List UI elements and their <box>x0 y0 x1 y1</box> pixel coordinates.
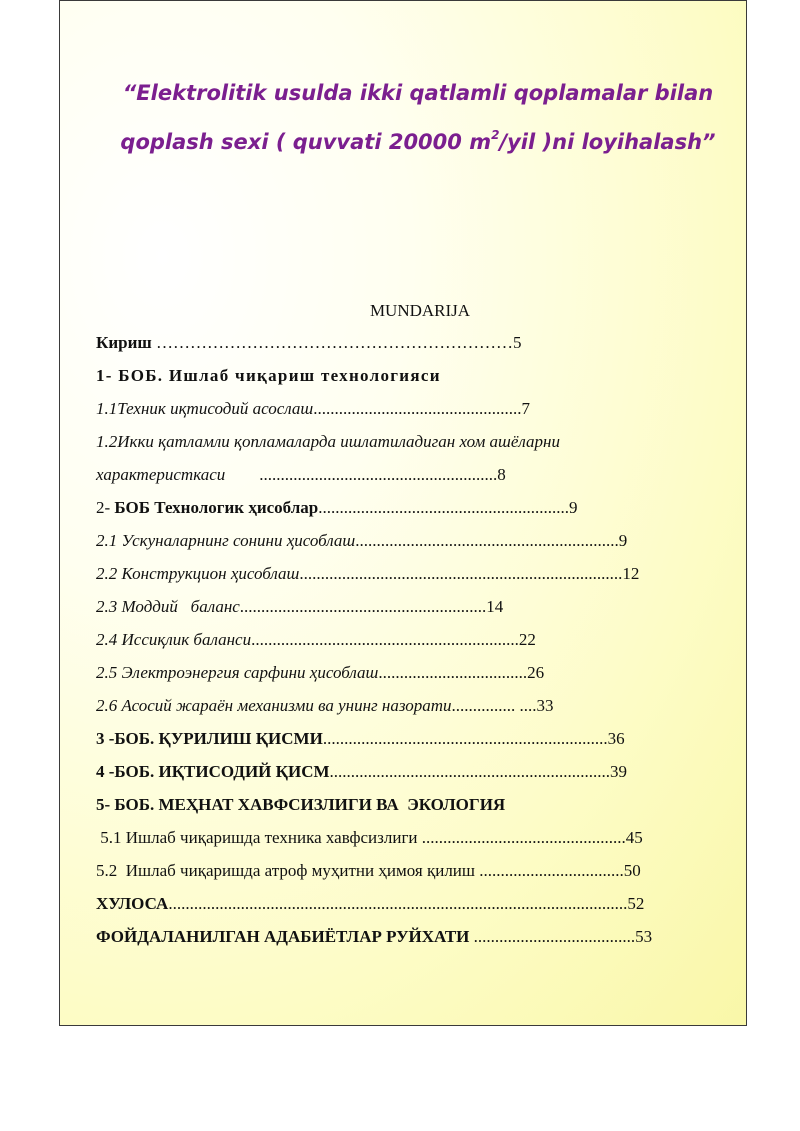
document-title-line-1 <box>74 81 762 105</box>
toc-entry-leader: ...........................................................9 <box>318 498 578 517</box>
toc-entry-title: ХУЛОСА <box>96 894 169 913</box>
toc-entry-leader: ...................................26 <box>378 663 545 682</box>
toc-entry-leader: ...............................................................22 <box>251 630 536 649</box>
toc-entry-prefix: 2- <box>96 498 115 517</box>
toc-entry-leader: ..................................................................39 <box>329 762 628 781</box>
toc-entry-title: 4 -БОБ. ИҚТИСОДИЙ ҚИСМ <box>96 762 330 781</box>
toc-row-5-2 <box>96 861 641 881</box>
toc-entry-leader: .................................................7 <box>313 399 530 418</box>
toc-row-introduction <box>96 333 521 353</box>
title-superscript: 2 <box>491 128 500 142</box>
title-line-2-post: /yil )ni loyihalash” <box>499 130 716 154</box>
toc-entry-title: 2.5 Электроэнергия сарфини ҳисоблаш <box>96 663 379 682</box>
toc-entry-title: 1- БОБ. Ишлаб чиқариш технологияси <box>96 366 441 385</box>
toc-entry-leader: ............... ....33 <box>451 696 554 715</box>
toc-row-2-5 <box>96 663 544 683</box>
toc-entry-title: 2.6 Асосий жараён механизми ва унинг назорати <box>96 696 452 715</box>
toc-entry-title: 5- БОБ. МЕҲНАТ ХАВФСИЗЛИГИ ВА ЭКОЛОГИЯ <box>96 795 506 814</box>
toc-row-5-1 <box>96 828 643 848</box>
toc-entry-leader: ...................................................................36 <box>322 729 625 748</box>
toc-entry-title: 1.1Техник иқтисодий асослаш <box>96 399 314 418</box>
toc-row-2-6 <box>96 696 554 716</box>
toc-row-2-1 <box>96 531 627 551</box>
toc-entry-title: ФОЙДАЛАНИЛГАН АДАБИЁТЛАР РУЙХАТИ <box>96 927 470 946</box>
toc-entry-title: 3 -БОБ. ҚУРИЛИШ ҚИСМИ <box>96 729 323 748</box>
toc-entry-title: Кириш <box>96 333 152 352</box>
toc-entry-title: 2.1 Ускуналарнинг сонини ҳисоблаш <box>96 531 356 550</box>
toc-entry-title: 5.2 Ишлаб чиқаришда атроф муҳитни ҳимоя қилиш ..................................50 <box>96 861 641 880</box>
toc-row-2-4 <box>96 630 536 650</box>
toc-row-2-2 <box>96 564 639 584</box>
toc-row-conclusion <box>96 894 644 914</box>
toc-row-chapter-5 <box>96 795 505 815</box>
toc-entry-leader: ..............................................................9 <box>355 531 628 550</box>
title-line-1-text: “Elektrolitik usulda ikki qatlamli qoplamalar bilan <box>122 81 714 105</box>
toc-entry-title: 2.2 Конструкцион ҳисоблаш <box>96 564 300 583</box>
toc-entry-leader: ........................................................8 <box>225 465 506 484</box>
title-line-2-pre: qoplash sexi ( quvvati 20000 m <box>120 130 492 154</box>
toc-heading: MUNDARIJA <box>369 301 471 320</box>
toc-entry-title: 2.3 Моддий баланс <box>96 597 240 616</box>
toc-row-1-1 <box>96 399 530 419</box>
toc-entry-title: характеристкаси <box>96 465 226 484</box>
toc-row-chapter-3 <box>96 729 625 749</box>
toc-row-1-2-cont <box>96 465 506 485</box>
toc-entry-leader: ………………………………………………………5 <box>151 333 522 352</box>
toc-row-chapter-2 <box>96 498 577 518</box>
toc-entry-leader: ..........................................................14 <box>239 597 504 616</box>
toc-entry-title: 1.2Икки қатламли қопламаларда ишлатиладиган хом ашёларни <box>96 432 560 451</box>
toc-row-chapter-1 <box>96 366 441 386</box>
toc-entry-title: БОБ Технологик ҳисоблар <box>114 498 319 517</box>
document-page <box>59 0 747 1026</box>
document-title-line-2 <box>74 130 762 154</box>
toc-row-2-3 <box>96 597 503 617</box>
toc-entry-title: 5.1 Ишлаб чиқаришда техника хавфсизлиги ................................................45 <box>96 828 643 847</box>
toc-row-chapter-4 <box>96 762 627 782</box>
toc-entry-title: 2.4 Иссиқлик баланси <box>96 630 252 649</box>
toc-row-1-2 <box>96 432 560 452</box>
toc-entry-leader: ......................................53 <box>469 927 653 946</box>
toc-entry-leader: ............................................................................12 <box>299 564 640 583</box>
toc-row-references <box>96 927 652 947</box>
toc-entry-leader: ............................................................................................................52 <box>168 894 645 913</box>
